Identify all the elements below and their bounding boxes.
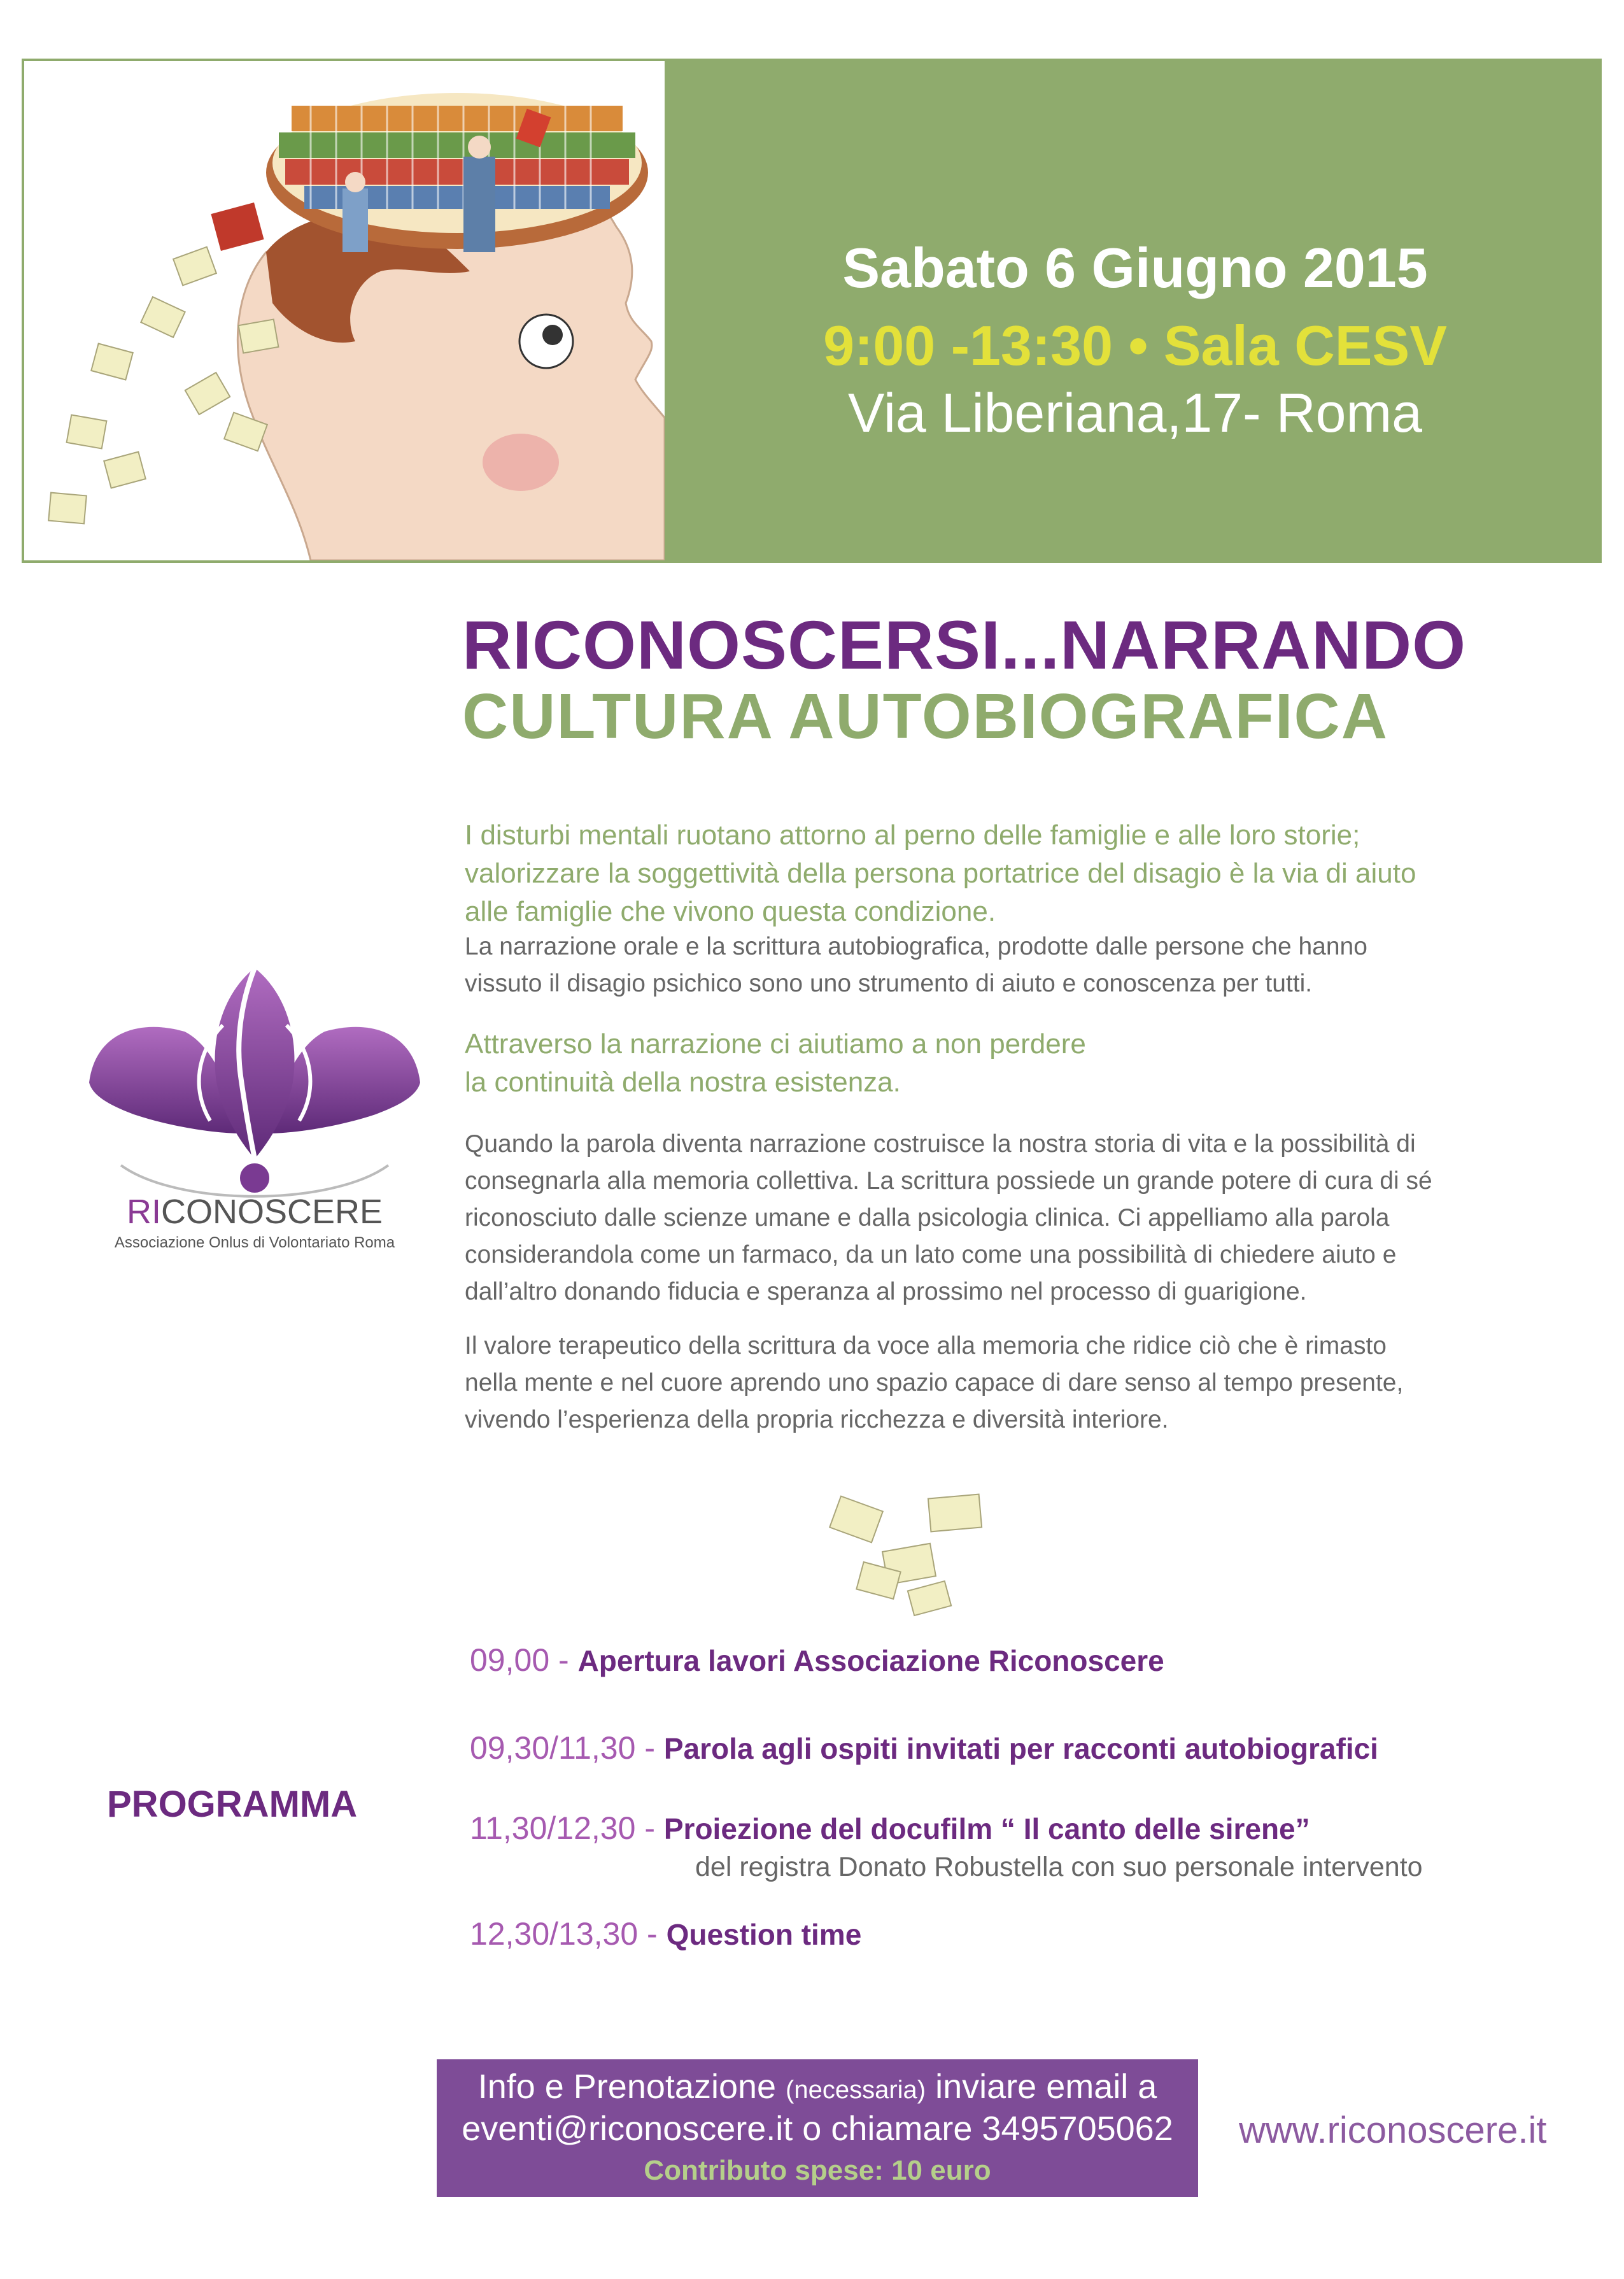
program-item-desc: Proiezione del docufilm “ Il canto delle sirene” xyxy=(663,1812,1310,1845)
event-time-place: 9:00 -13:30 • Sala CESV xyxy=(823,314,1447,377)
logo-subtitle: Associazione Onlus di Volontariato Roma xyxy=(114,1234,395,1251)
flying-papers-icon xyxy=(821,1484,999,1630)
intro-line: I disturbi mentali ruotano attorno al perno delle famiglie e alle loro storie; xyxy=(465,820,1360,851)
website-link[interactable]: www.riconoscere.it xyxy=(1239,2110,1547,2151)
paragraph-line: Quando la parola diventa narrazione costruisce la nostra storia di vita e la possibilità di xyxy=(465,1130,1416,1158)
program-item xyxy=(470,1729,1378,1766)
program-item xyxy=(470,1642,1164,1679)
paragraph-line: riconosciuto dalle scienze umane e dalla psicologia clinica. Ci appelliamo alla parola xyxy=(465,1204,1390,1232)
info-line-1b: inviare email a xyxy=(926,2068,1157,2106)
riconoscere-logo-faces-icon xyxy=(83,955,427,1223)
intro-paragraph xyxy=(465,816,1560,931)
program-item-time: 11,30/12,30 - xyxy=(470,1810,664,1846)
program-item xyxy=(470,1810,1310,1847)
paragraph-line: considerandola come un farmaco, da un lato come una possibilità di chiedere aiuto e xyxy=(465,1241,1397,1268)
event-date: Sabato 6 Giugno 2015 xyxy=(842,236,1428,299)
sub-title: CULTURA AUTOBIOGRAFICA xyxy=(462,681,1388,752)
program-item-subtext: del registra Donato Robustella con suo personale intervento xyxy=(695,1852,1423,1882)
paragraph-line: Il valore terapeutico della scrittura da voce alla memoria che ridice ciò che è rimasto xyxy=(465,1332,1387,1360)
paragraph-1 xyxy=(465,1126,1560,1310)
intro-grey-paragraph xyxy=(465,928,1560,1002)
paragraph-line: vivendo l’esperienza della propria ricchezza e diversità interiore. xyxy=(465,1406,1169,1433)
program-item-time: 09,30/11,30 - xyxy=(470,1730,664,1766)
program-item-time: 12,30/13,30 - xyxy=(470,1916,667,1952)
paragraph-2 xyxy=(465,1328,1560,1438)
attraverso-line: Attraverso la narrazione ci aiutiamo a non perdere xyxy=(465,1028,1086,1060)
program-item xyxy=(470,1915,861,1952)
info-line-1-small: (necessaria) xyxy=(786,2076,926,2104)
program-title: PROGRAMMA xyxy=(107,1784,358,1825)
paragraph-line: dall’altro donando fiducia e speranza al prossimo nel processo di guarigione. xyxy=(465,1278,1307,1305)
paragraph-line: consegnarla alla memoria collettiva. La scrittura possiede un grande potere di cura di sé xyxy=(465,1167,1432,1195)
program-item-time: 09,00 - xyxy=(470,1642,578,1678)
program-item-desc: Apertura lavori Associazione Riconoscere xyxy=(577,1644,1164,1677)
head-with-library-illustration-icon xyxy=(24,61,665,560)
info-line-1 xyxy=(437,2067,1198,2106)
intro-grey-line: vissuto il disagio psichico sono uno strumento di aiuto e conoscenza per tutti. xyxy=(465,970,1313,997)
program-item-desc: Question time xyxy=(666,1918,862,1951)
program-item-desc: Parola agli ospiti invitati per racconti autobiografici xyxy=(663,1732,1378,1765)
intro-line: alle famiglie che vivono questa condizione. xyxy=(465,896,996,927)
main-title: RICONOSCERSI...NARRANDO xyxy=(462,606,1467,683)
logo-name xyxy=(95,1192,414,1232)
attraverso-paragraph xyxy=(465,1025,1560,1102)
info-fee: Contributo spese: 10 euro xyxy=(644,2155,991,2186)
info-contact: eventi@riconoscere.it o chiamare 3495705062 xyxy=(462,2110,1173,2148)
event-address: Via Liberiana,17- Roma xyxy=(848,383,1422,444)
paragraph-line: nella mente e nel cuore aprendo uno spazio capace di dare senso al tempo presente, xyxy=(465,1369,1404,1396)
logo-name-rest: CONOSCERE xyxy=(160,1193,383,1231)
info-line-1a: Info e Prenotazione xyxy=(477,2068,786,2106)
intro-grey-line: La narrazione orale e la scrittura autobiografica, prodotte dalle persone che hanno xyxy=(465,933,1367,960)
logo-name-ri: RI xyxy=(126,1193,161,1231)
attraverso-line: la continuità della nostra esistenza. xyxy=(465,1067,901,1098)
intro-line: valorizzare la soggettività della persona portatrice del disagio è la via di aiuto xyxy=(465,858,1416,889)
